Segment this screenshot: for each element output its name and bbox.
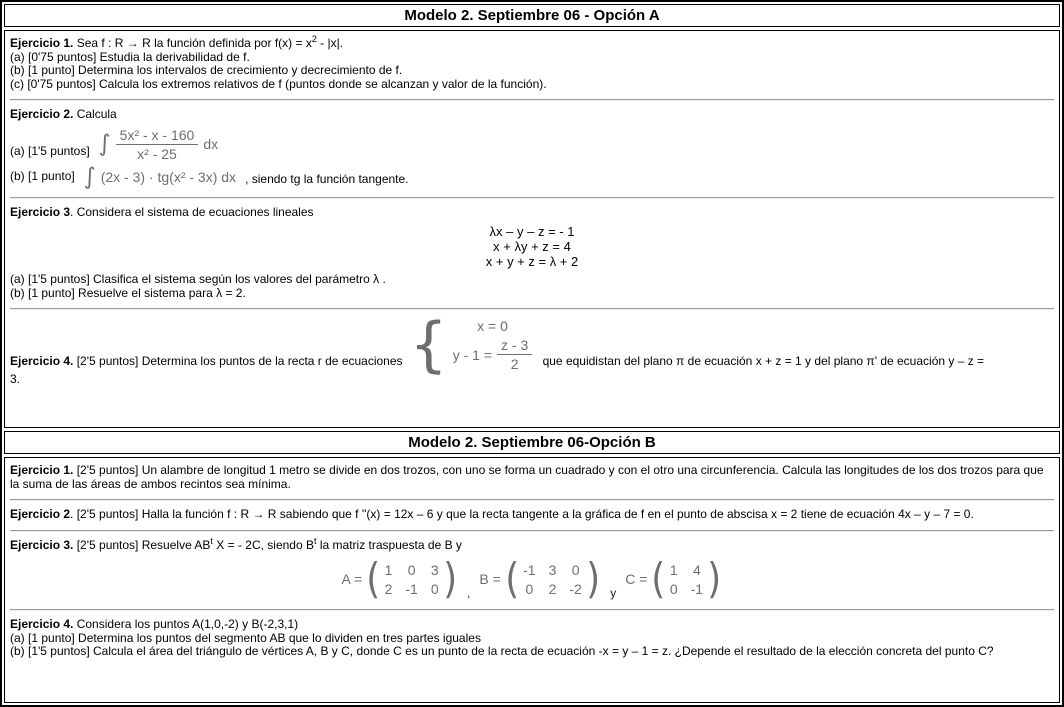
matrix-cell: 4 [692, 561, 701, 578]
matrix-paren-left: ( [366, 554, 381, 603]
integral-b-body: (2x - 3) · tg(x² - 3x) dx [100, 168, 237, 185]
matrix-paren-left: ( [651, 554, 666, 603]
exercise-b4-intro-text: Considera los puntos A(1,0,-2) y B(-2,3,1) [73, 617, 299, 631]
exercise-a1-label: Ejercicio 1. [10, 36, 74, 50]
exercise-a2 [10, 105, 1054, 193]
superscript-2: 2 [311, 34, 317, 44]
integral-a-formula [99, 127, 218, 162]
fraction-numerator: z - 3 [497, 337, 532, 355]
exercise-a1 [10, 34, 1054, 95]
matrix-cell: -1 [523, 561, 536, 578]
equation-line-2: x + λy + z = 4 [493, 239, 571, 254]
exercise-a3-item-a: (a) [1'5 puntos] Clasifica el sistema según los valores del parámetro λ . [10, 272, 386, 286]
exercise-a1-item-c: (c) [0'75 puntos] Calcula los extremos relativos de f (puntos donde se alcanzan y valor de la función). [10, 76, 547, 91]
exercise-a3-intro [10, 206, 1054, 220]
matrix-cell: 0 [571, 561, 580, 578]
exercise-b3-mid: X = - 2C, siendo B [212, 537, 314, 552]
matrices-row [10, 554, 1054, 603]
exercise-b3-label: Ejercicio 3. [10, 537, 74, 552]
section-a-header [4, 4, 1060, 27]
matrix-cell: 2 [548, 580, 557, 597]
matrix-paren-left: ( [504, 554, 519, 603]
matrix-cell: 0 [407, 561, 416, 578]
exercise-b3-pre: [2'5 puntos] Resuelve AB [73, 537, 211, 552]
exercise-a1-item-b: (b) [1 punto] Determina los intervalos de crecimiento y decrecimiento de f. [10, 63, 403, 77]
exercise-b4 [10, 615, 1054, 663]
matrix-a [341, 554, 458, 603]
section-b-header [4, 431, 1060, 454]
matrix-cell: 0 [430, 580, 439, 597]
separator [10, 197, 1054, 199]
line-equation-1: x = 0 [477, 318, 508, 334]
fraction [116, 127, 199, 162]
integral-b-tail: , siendo tg la función tangente. [245, 172, 409, 186]
matrix-b-label: B = [479, 571, 501, 587]
line-equation-2 [453, 337, 533, 372]
exercise-a3 [10, 203, 1054, 305]
exercise-a2-label: Ejercicio 2. [10, 107, 74, 121]
matrix-cell: 1 [669, 561, 678, 578]
matrix-c-cells [667, 562, 706, 597]
exercise-b2-label: Ejercicio 2 [10, 507, 71, 521]
integral-b-formula [83, 163, 237, 190]
exercise-b3-text [10, 535, 1054, 553]
exercise-a4-text [10, 310, 1054, 380]
exercise-a4 [10, 310, 1054, 391]
exercise-b4-intro [10, 618, 1054, 632]
matrix-cell: 2 [384, 580, 393, 597]
exercise-a2-intro-text: Calcula [73, 107, 117, 121]
integral-sign: ∫ [83, 163, 96, 190]
integral-b-label: (b) [1 punto] [10, 169, 75, 183]
fraction-denominator: x² - 25 [137, 145, 177, 162]
exercise-a4-label: Ejercicio 4. [10, 354, 74, 368]
integral-a-row [10, 127, 1054, 162]
line-equation-2-lhs: y - 1 = [452, 346, 493, 363]
equation-line-1: λx – y – z = - 1 [489, 224, 575, 239]
matrix-a-label: A = [341, 571, 363, 587]
matrix-cell: 3 [548, 561, 557, 578]
matrix-cell: 0 [669, 580, 678, 597]
exercise-b2-text [10, 508, 1054, 522]
matrix-separator-y: y [610, 585, 617, 600]
exercise-b4-item-b: (b) [1'5 puntos] Calcula el área del triángulo de vértices A, B y C, donde C es un punto de la recta de ecuación -x = y – 1 = z. ¿Depende el resultado de la elección concreta del punto C? [10, 644, 994, 658]
matrix-paren-right: ) [586, 554, 601, 603]
exercise-a4-post: que equidistan del plano π de ecuación x + z = 1 y del plano π' de ecuación y – z = [539, 354, 985, 368]
matrix-cell: 3 [430, 561, 439, 578]
matrix-c [625, 554, 722, 603]
exercise-b3 [10, 536, 1054, 606]
superscript-t: t [210, 535, 213, 546]
matrix-cell: 1 [384, 561, 393, 578]
separator [10, 499, 1054, 501]
matrix-cell: -2 [569, 580, 582, 597]
exercise-b3-tail: la matriz traspuesta de B y [316, 537, 462, 552]
matrix-cell: -1 [405, 580, 418, 597]
separator [10, 530, 1054, 532]
exercise-b1 [10, 461, 1054, 495]
brace-glyph: { [409, 310, 448, 380]
exercise-b4-label: Ejercicio 4. [10, 617, 74, 631]
equation-system [10, 224, 1054, 269]
section-b-content [4, 457, 1060, 703]
matrix-separator-comma: , [467, 585, 471, 600]
section-b-title: Modelo 2. Septiembre 06-Opción B [408, 434, 656, 451]
matrix-c-label: C = [625, 571, 648, 587]
integral-sign: ∫ [98, 131, 111, 157]
matrix-cell: -1 [690, 580, 704, 597]
exercise-b1-body: [2'5 puntos] Un alambre de longitud 1 metro se divide en dos trozos, con uno se forma un cuadrado y con el otro una circunferencia. Calcula las longitudes de los dos trozos para que la suma de las áreas de ambos recintos sea mínima. [10, 463, 1044, 491]
matrix-paren-right: ) [707, 554, 722, 603]
exercise-a1-intro [10, 34, 1054, 51]
matrix-a-cells [382, 562, 442, 597]
exercise-a3-intro-text: . Considera el sistema de ecuaciones lineales [70, 204, 314, 219]
exercise-a1-intro-post: - |x|. [316, 36, 344, 50]
exercise-b1-text [10, 464, 1054, 491]
line-equations-body [453, 318, 533, 372]
matrix-b-cells [520, 562, 585, 597]
integral-b-row [10, 163, 1054, 190]
exercise-a1-intro-pre: Sea f : R → R la función definida por f(x) = x [73, 36, 312, 50]
integral-a-label: (a) [1'5 puntos] [10, 144, 90, 158]
exercise-b4-item-a: (a) [1 punto] Determina los puntos del segmento AB que lo dividen en tres partes iguales [10, 630, 481, 645]
exercise-b2-body: . [2'5 puntos] Halla la función f : R → R sabiendo que f ''(x) = 12x – 6 y que la recta tangente a la gráfica de f en el punto de abscisa x = 2 tiene de ecuación 4x – y – 7 = 0. [70, 507, 974, 521]
line-equations-formula [409, 310, 533, 380]
exercise-b2 [10, 505, 1054, 526]
exercise-b1-label: Ejercicio 1. [10, 463, 74, 477]
matrix-cell: 0 [525, 580, 534, 597]
separator [10, 308, 1054, 310]
separator [10, 609, 1054, 611]
dx-term: dx [203, 136, 219, 152]
section-a-title: Modelo 2. Septiembre 06 - Opción A [404, 7, 660, 24]
exercise-a4-wrap-line: 3. [10, 372, 21, 386]
matrix-b [479, 554, 601, 603]
fraction-denominator: 2 [510, 356, 519, 372]
exercise-a3-item-b: (b) [1 punto] Resuelve el sistema para λ = 2. [10, 285, 246, 300]
matrix-paren-right: ) [442, 554, 457, 603]
separator [10, 99, 1054, 101]
section-a-content [4, 30, 1060, 428]
exercise-a4-pre: [2'5 puntos] Determina los puntos de la recta r de ecuaciones [73, 354, 403, 368]
fraction [497, 337, 532, 372]
exercise-a2-intro [10, 108, 1054, 122]
exercise-a3-label: Ejercicio 3 [10, 204, 71, 219]
fraction-numerator: 5x² - x - 160 [116, 127, 199, 145]
superscript-t: t [314, 535, 317, 546]
equation-line-3: x + y + z = λ + 2 [485, 254, 579, 269]
exercise-a1-item-a: (a) [0'75 puntos] Estudia la derivabilidad de f. [10, 49, 250, 64]
